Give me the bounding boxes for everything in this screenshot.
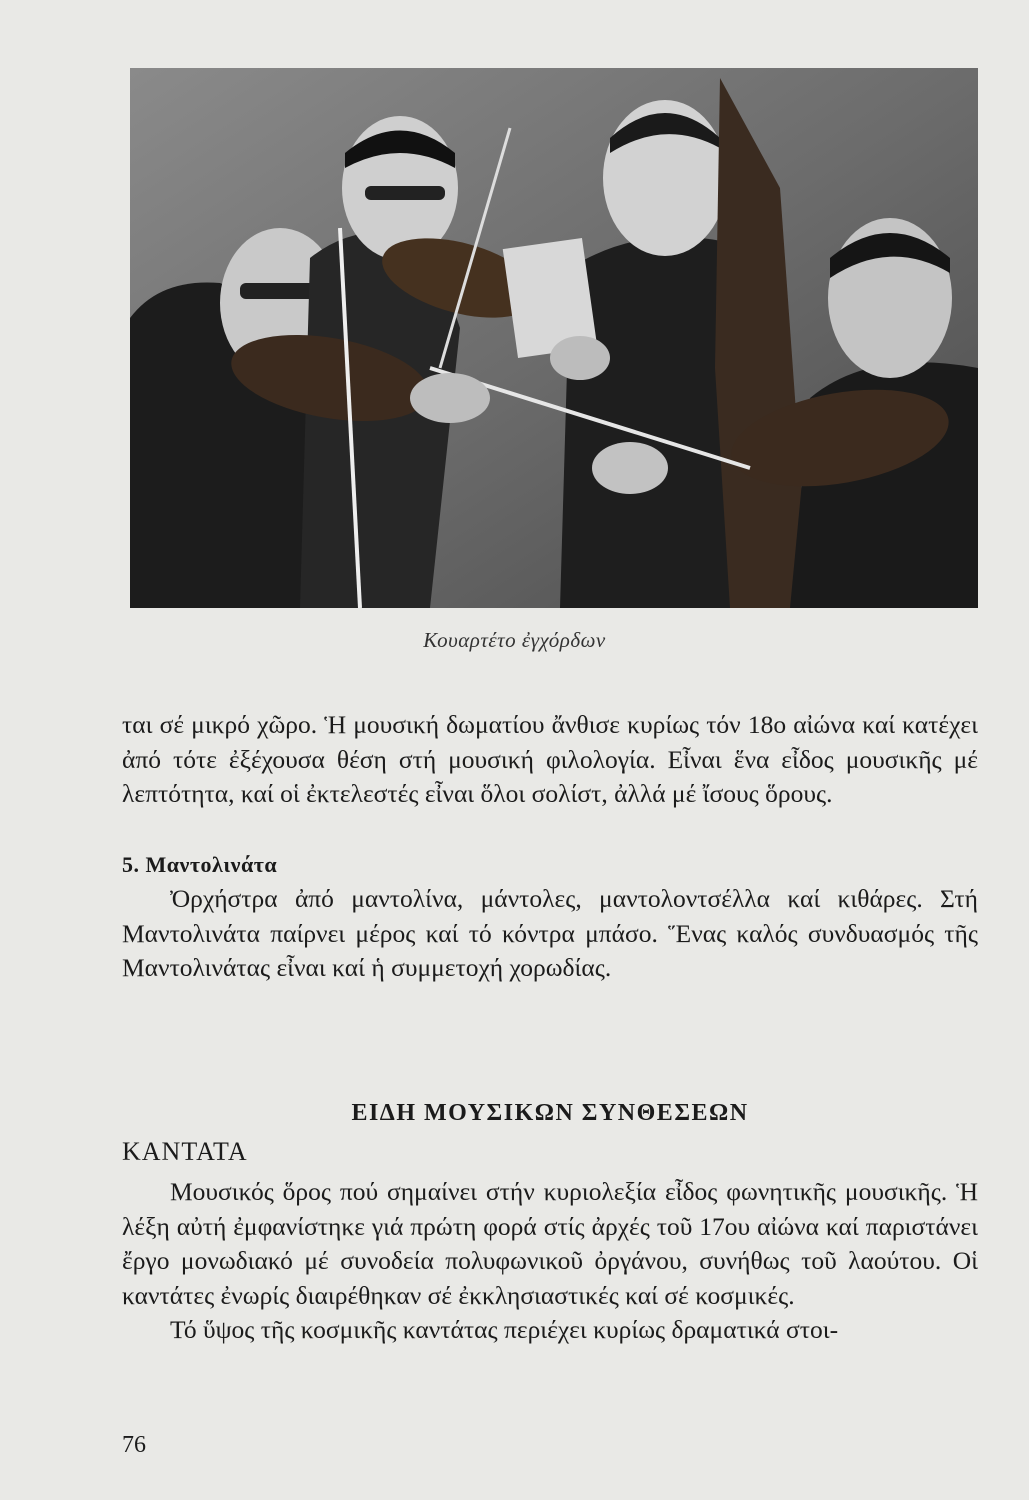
entry-body	[122, 1175, 978, 1348]
page-number: 76	[122, 1432, 146, 1458]
entry-paragraph-1: Μουσικός ὅρος πού σημαίνει στήν κυριολεξία εἶδος φωνητικῆς μουσικῆς. Ἡ λέξη αὐτή ἐμφανίστηκε γιά πρώτη φορά στίς ἀρχές τοῦ 17ου αἰώνα καί παριστάνει ἔργο μονωδιακό μέ συνοδεία πολυφωνικοῦ ὀργάνου, συνήθως τοῦ λαούτου. Οἱ καντάτες ἐνωρίς διαιρέθηκαν σέ ἐκκλησιαστικές καί σέ κοσμικές.	[122, 1177, 978, 1310]
entry-paragraph-2: Τό ὕψος τῆς κοσμικῆς καντάτας περιέχει κυρίως δραματικά στοι-	[170, 1315, 839, 1345]
subsection-text: Ὀρχήστρα ἀπό μαντολίνα, μάντολες, μαντολοντσέλλα καί κιθάρες. Στή Μαντολινάτα παίρνει μέρος καί τό κόντρα μπάσο. Ἕνας καλός συνδυασμός τῆς Μαντολινάτας εἶναι καί ἡ συμμετοχή χορωδίας.	[122, 884, 978, 983]
photo-caption: Κουαρτέτο ἐγχόρδων	[423, 628, 606, 652]
subsection-heading: 5. Μαντολινάτα	[122, 852, 278, 877]
section-title: ΕΙΔΗ ΜΟΥΣΙΚΩΝ ΣΥΝΘΕΣΕΩΝ	[351, 1100, 749, 1126]
paragraph-text: ται σέ μικρό χῶρο. Ἡ μουσική δωματίου ἄνθισε κυρίως τόν 18ο αἰώνα καί κατέχει ἀπό τότε ἐξέχουσα θέση στή μουσική φιλολογία. Εἶναι ἕνα εἶδος μουσικῆς μέ λεπτότητα, καί οἱ ἐκτελεστές εἶναι ὅλοι σολίστ, ἀλλά μέ ἴσους ὅρους.	[122, 710, 978, 809]
subsection-body	[122, 882, 978, 986]
entry-title: ΚΑΝΤΑΤΑ	[122, 1137, 248, 1166]
paragraph-continuation	[122, 708, 978, 812]
string-quartet-photo	[130, 68, 978, 608]
photo-illustration	[130, 68, 978, 608]
